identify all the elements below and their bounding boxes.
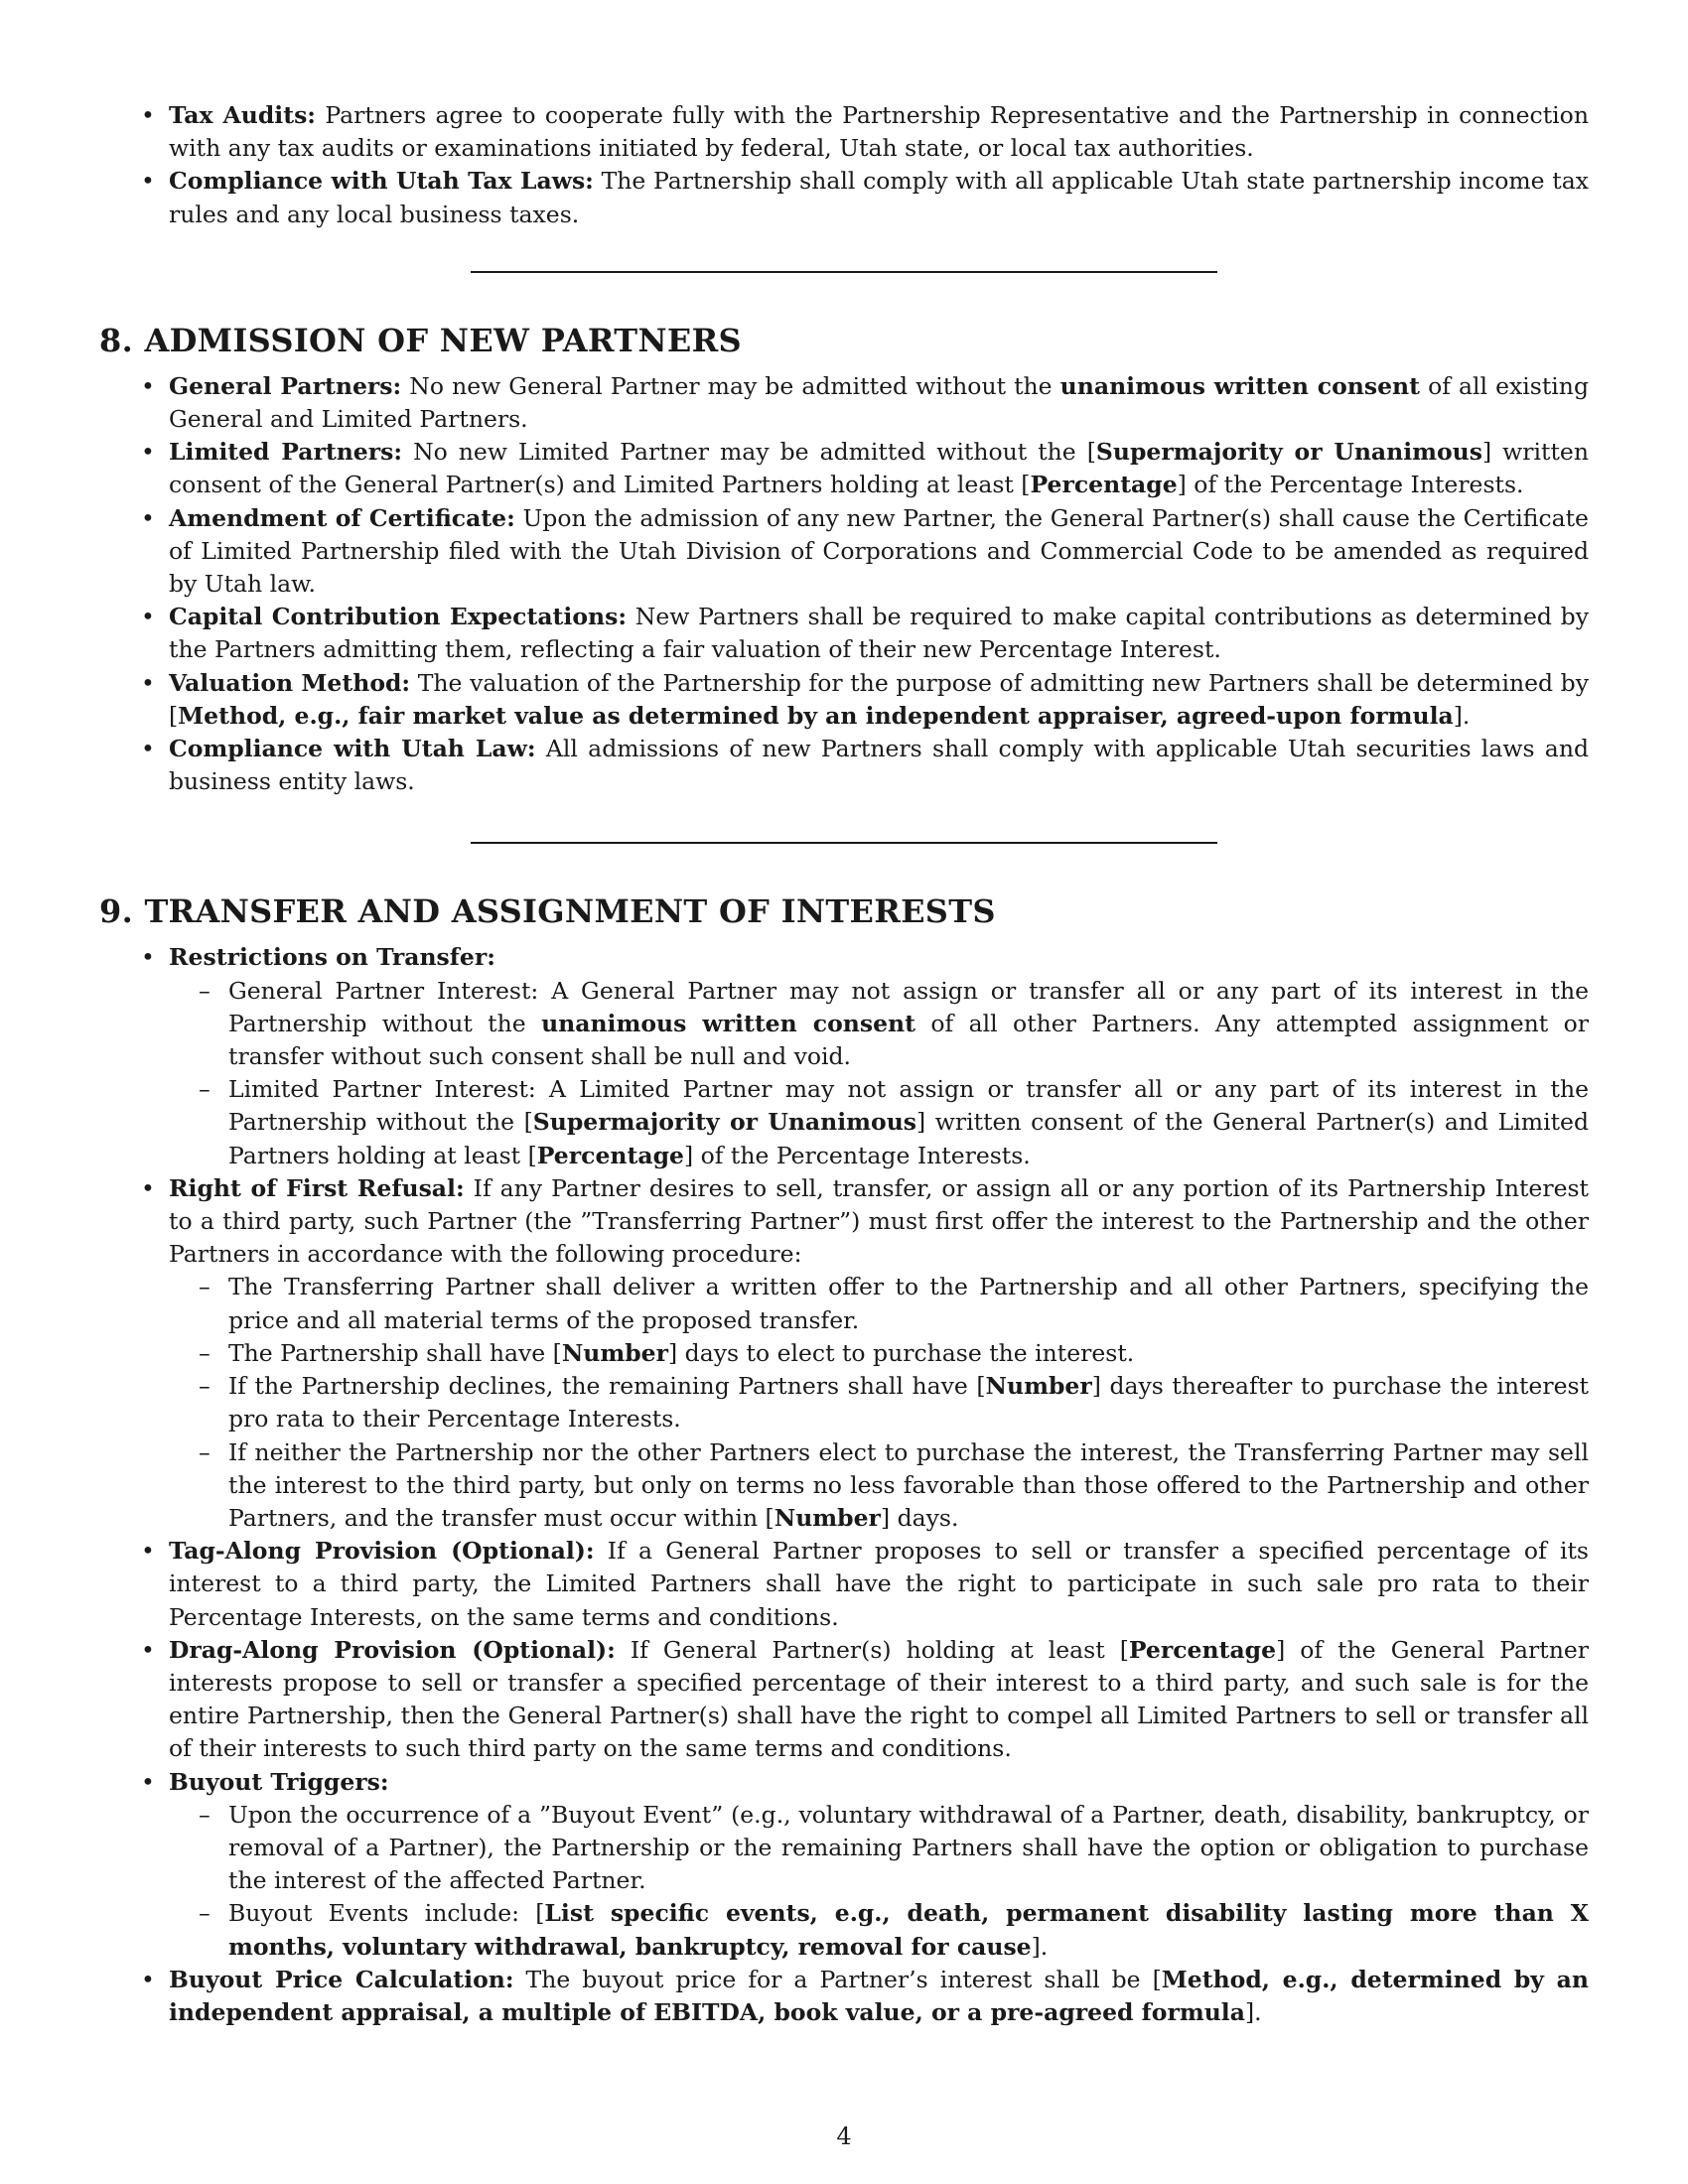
list-item: • Tag-Along Provision (Optional): If a General Partner proposes to sell or transfer a specified percentage of its interest to a third party, the Limited Partners shall have the right to participate in such sale pro rata to their Percentage Interests, on the same terms and conditions. bbox=[169, 1535, 1589, 1634]
sub-list-item: – General Partner Interest: A General Partner may not assign or transfer all or any part of its interest in the Partnership without the unanimous written consent of all other Partners. Any attempted assignment or transfer without such consent shall be null and void. bbox=[228, 975, 1589, 1074]
sub-list-item: – If the Partnership declines, the remaining Partners shall have [Number] days thereafter to purchase the interest pro rata to their Percentage Interests. bbox=[228, 1370, 1589, 1435]
sub-list-item: – If neither the Partnership nor the other Partners elect to purchase the interest, the Transferring Partner may sell the interest to the third party, but only on terms no less favorable than those offered to the Partnership and other Partners, and the transfer must occur within [Number] days. bbox=[228, 1436, 1589, 1536]
section8-heading: 8. ADMISSION OF NEW PARTNERS bbox=[99, 321, 742, 359]
list-item: • Amendment of Certificate: Upon the admission of any new Partner, the General Partner(s) shall cause the Certificate of Limited Partnership filed with the Utah Division of Corporations and Commercial Code to be amended as required by Utah law. bbox=[169, 502, 1589, 602]
list-item: • Buyout Triggers: – Upon the occurrence of a ”Buyout Event” (e.g., voluntary withdrawal of a Partner, death, disability, bankruptcy, or removal of a Partner), the Partnership or the remaining Partners shall have the option or obligation to purchase the interest of the affected Partner. – Buyout Events include: [List specific events, e.g., death, permanent disability lasting more than X months, voluntary withdrawal, bankruptcy, removal for cause]. bbox=[169, 1766, 1589, 1964]
section9-list bbox=[99, 941, 1589, 2029]
list-item: • Limited Partners: No new Limited Partner may be admitted without the [Supermajority or Unanimous] written consent of the General Partner(s) and Limited Partners holding at least [Percentage] of the Percentage Interests. bbox=[169, 436, 1589, 501]
sub-list-item: – Limited Partner Interest: A Limited Partner may not assign or transfer all or any part of its interest in the Partnership without the [Supermajority or Unanimous] written consent of the General Partner(s) and Limited Partners holding at least [Percentage] of the Percentage Interests. bbox=[228, 1073, 1589, 1172]
sub-list-item: – Upon the occurrence of a ”Buyout Event” (e.g., voluntary withdrawal of a Partner, death, disability, bankruptcy, or removal of a Partner), the Partnership or the remaining Partners shall have the option or obligation to purchase the interest of the affected Partner. bbox=[228, 1799, 1589, 1898]
list-item: • Drag-Along Provision (Optional): If General Partner(s) holding at least [Percentage] of the General Partner interests propose to sell or transfer a specified percentage of their interest to a third party, and such sale is for the entire Partnership, then the General Partner(s) shall have the right to compel all Limited Partners to sell or transfer all of their interests to such third party on the same terms and conditions. bbox=[169, 1634, 1589, 1766]
sub-list-item: – Buyout Events include: [List specific events, e.g., death, permanent disability lasting more than X months, voluntary withdrawal, bankruptcy, removal for cause]. bbox=[228, 1897, 1589, 1963]
list-item: • Compliance with Utah Tax Laws: The Partnership shall comply with all applicable Utah state partnership income tax rules and any local business taxes. bbox=[169, 165, 1589, 230]
document-page bbox=[99, 99, 1589, 2164]
sub-list bbox=[169, 1799, 1589, 1964]
section7-tail-list bbox=[99, 99, 1589, 231]
list-item: • Valuation Method: The valuation of the Partnership for the purpose of admitting new Partners shall be determined by [Method, e.g., fair market value as determined by an independent appraiser, agreed-upon formula]. bbox=[169, 667, 1589, 733]
sub-list bbox=[169, 975, 1589, 1172]
section8-list bbox=[99, 370, 1589, 799]
sub-list-item: – The Partnership shall have [Number] days to elect to purchase the interest. bbox=[228, 1337, 1589, 1370]
section-divider bbox=[471, 842, 1217, 844]
list-item: • General Partners: No new General Partner may be admitted without the unanimous written consent of all existing General and Limited Partners. bbox=[169, 370, 1589, 436]
section9-heading: 9. TRANSFER AND ASSIGNMENT OF INTERESTS bbox=[99, 892, 996, 931]
sub-list bbox=[169, 1271, 1589, 1535]
list-item: • Compliance with Utah Law: All admissions of new Partners shall comply with applicable Utah securities laws and business entity laws. bbox=[169, 733, 1589, 798]
list-item: • Restrictions on Transfer: – General Partner Interest: A General Partner may not assign or transfer all or any part of its interest in the Partnership without the unanimous written consent of all other Partners. Any attempted assignment or transfer without such consent shall be null and void. – Limited Partner Interest: A Limited Partner may not assign or transfer all or any part of its interest in the Partnership without the [Supermajority or Unanimous] written consent of the General Partner(s) and Limited Partners holding at least [Percentage] of the Percentage Interests. bbox=[169, 941, 1589, 1171]
sub-list-item: – The Transferring Partner shall deliver a written offer to the Partnership and all other Partners, specifying the price and all material terms of the proposed transfer. bbox=[228, 1271, 1589, 1336]
list-item: • Buyout Price Calculation: The buyout price for a Partner’s interest shall be [Method, e.g., determined by an independent appraisal, a multiple of EBITDA, book value, or a pre-agreed formula]. bbox=[169, 1964, 1589, 2029]
list-item: • Tax Audits: Partners agree to cooperate fully with the Partnership Representative and the Partnership in connection with any tax audits or examinations initiated by federal, Utah state, or local tax authorities. bbox=[169, 99, 1589, 165]
list-item: • Right of First Refusal: If any Partner desires to sell, transfer, or assign all or any portion of its Partnership Interest to a third party, such Partner (the ”Transferring Partner”) must first offer the interest to the Partnership and the other Partners in accordance with the following procedure: – The Transferring Partner shall deliver a written offer to the Partnership and all other Partners, specifying the price and all material terms of the proposed transfer. – The Partnership shall have [Number] days to elect to purchase the interest. – If the Partnership declines, the remaining Partners shall have [Number] days thereafter to purchase the interest pro rata to their Percentage Interests. – If neither the Partnership nor the other Partners elect to purchase the interest, the Transferring Partner may sell the interest to the third party, but only on terms no less favorable than those offered to the Partnership and other Partners, and the transfer must occur within [Number] days. bbox=[169, 1172, 1589, 1535]
section-divider bbox=[471, 271, 1217, 273]
page-number: 4 bbox=[836, 2122, 852, 2150]
list-item: • Capital Contribution Expectations: New Partners shall be required to make capital contributions as determined by the Partners admitting them, reflecting a fair valuation of their new Percentage Interest. bbox=[169, 601, 1589, 666]
